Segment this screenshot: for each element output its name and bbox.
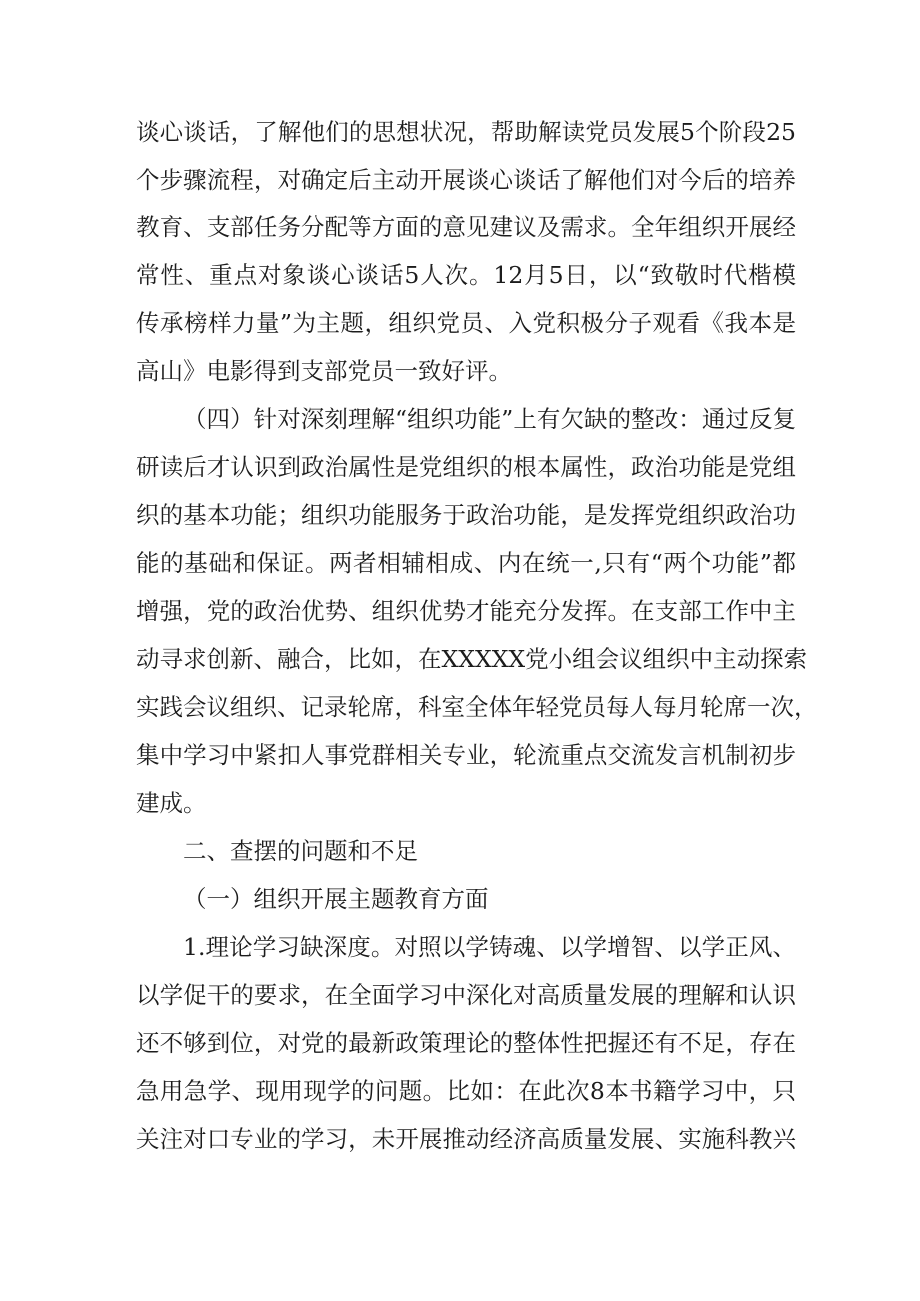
text-line: 动寻求创新、融合，比如，在XXXXX党小组会议组织中主动探索 — [136, 645, 808, 673]
text-line: 能的基础和保证。两者相辅相成、内在统一,只有“两个功能”都 — [136, 549, 796, 577]
text-line: 织的基本功能；组织功能服务于政治功能，是发挥党组织政治功 — [136, 501, 796, 529]
text-line: 教育、支部任务分配等方面的意见建议及需求。全年组织开展经 — [136, 213, 796, 241]
text-line: 还不够到位，对党的最新政策理论的整体性把握还有不足，存在 — [136, 1029, 796, 1057]
text-line: 实践会议组织、记录轮席，科室全体年轻党员每人每月轮席一次， — [136, 693, 818, 721]
subsection-heading-1: （一）组织开展主题教育方面 — [183, 885, 489, 913]
text-line: 增强，党的政治优势、组织优势才能充分发挥。在支部工作中主 — [136, 597, 796, 625]
text-line: 研读后才认识到政治属性是党组织的根本属性，政治功能是党组 — [136, 453, 796, 481]
text-line: 谈心谈话，了解他们的思想状况，帮助解读党员发展5个阶段25 — [136, 118, 796, 146]
numbered-item-1: 1.理论学习缺深度。对照以学铸魂、以学增智、以学正风、 — [183, 933, 796, 961]
text-line: 建成。 — [136, 789, 207, 817]
section-heading-4: （四）针对深刻理解“组织功能”上有欠缺的整改：通过反复 — [183, 405, 796, 433]
text-line: 传承榜样力量”为主题，组织党员、入党积极分子观看《我本是 — [136, 309, 796, 337]
section-heading-2: 二、查摆的问题和不足 — [183, 837, 418, 865]
text-line: 集中学习中紧扣人事党群相关专业，轮流重点交流发言机制初步 — [136, 741, 796, 769]
text-line: 急用急学、现用现学的问题。比如：在此次8本书籍学习中，只 — [136, 1077, 796, 1105]
text-line: 个步骤流程，对确定后主动开展谈心谈话了解他们对今后的培养 — [136, 166, 796, 194]
text-line: 高山》电影得到支部党员一致好评。 — [136, 357, 512, 385]
text-line: 以学促干的要求，在全面学习中深化对高质量发展的理解和认识 — [136, 981, 796, 1009]
text-line: 关注对口专业的学习，未开展推动经济高质量发展、实施科教兴 — [136, 1125, 796, 1153]
text-line: 常性、重点对象谈心谈话5人次。12月5日，以“致敬时代楷模 — [136, 261, 796, 289]
